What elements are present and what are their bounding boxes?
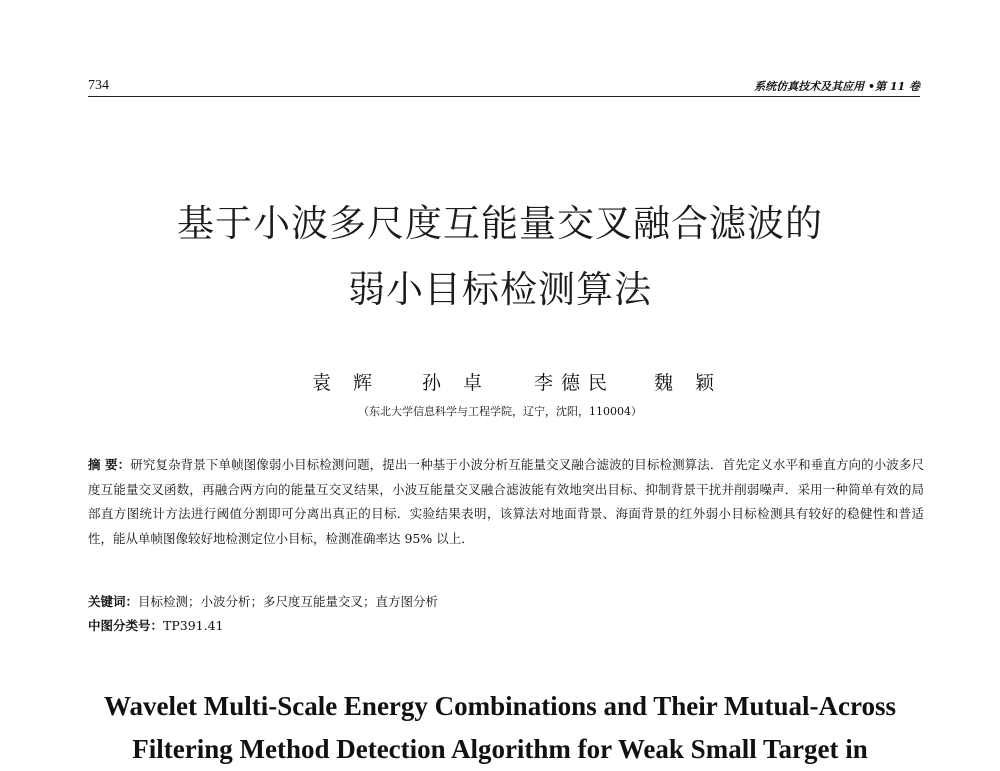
- running-header: [88, 76, 920, 97]
- keywords-label: 关键词：: [88, 594, 139, 609]
- chinese-title-line-2: 弱小目标检测算法: [348, 268, 652, 311]
- keywords: [88, 591, 924, 613]
- chinese-title: [0, 191, 1000, 323]
- classification-number: [88, 615, 924, 637]
- page-number: 734: [88, 78, 109, 93]
- keywords-text: 目标检测；小波分析；多尺度互能量交叉；直方图分析: [138, 594, 439, 609]
- affiliation: （东北大学信息科学与工程学院，辽宁，沈阳，110004）: [358, 405, 642, 418]
- author: 孙 卓: [422, 372, 491, 394]
- classification-text: TP391.41: [163, 618, 224, 633]
- english-title: [0, 685, 1000, 771]
- author-list: [312, 368, 732, 392]
- english-title-line-2: Filtering Method Detection Algorithm for Weak Small Target in: [132, 734, 868, 764]
- classification-label: 中图分类号：: [88, 618, 164, 633]
- author: 袁 辉: [312, 372, 381, 394]
- abstract: [88, 453, 924, 551]
- author: 魏 颖: [654, 372, 723, 394]
- abstract-text: 研究复杂背景下单帧图像弱小目标检测问题，提出一种基于小波分析互能量交叉融合滤波的目标检测算法．首先定义水平和垂直方向的小波多尺度互能量交叉函数，再融合两方向的能量互交叉结果，小波互能量交叉融合滤波能有效地突出目标、抑制背景干扰并削弱噪声．采用一种简单有效的局部直方图统计方法进行阈值分割即可分离出真正的目标．实验结果表明，该算法对地面背景、海面背景的红外弱小目标检测具有较好的稳健性和普适性，能从单帧图像较好地检测定位小目标，检测准确率达 95% 以上．: [88, 457, 924, 546]
- abstract-label: 摘 要：: [88, 457, 131, 472]
- english-title-line-1: Wavelet Multi-Scale Energy Combinations and Their Mutual-Across: [103, 691, 897, 721]
- chinese-title-line-1: 基于小波多尺度互能量交叉融合滤波的: [177, 202, 823, 245]
- author: 李德民: [534, 372, 616, 394]
- journal-name: 系统仿真技术及其应用 •第 11 卷: [754, 80, 920, 93]
